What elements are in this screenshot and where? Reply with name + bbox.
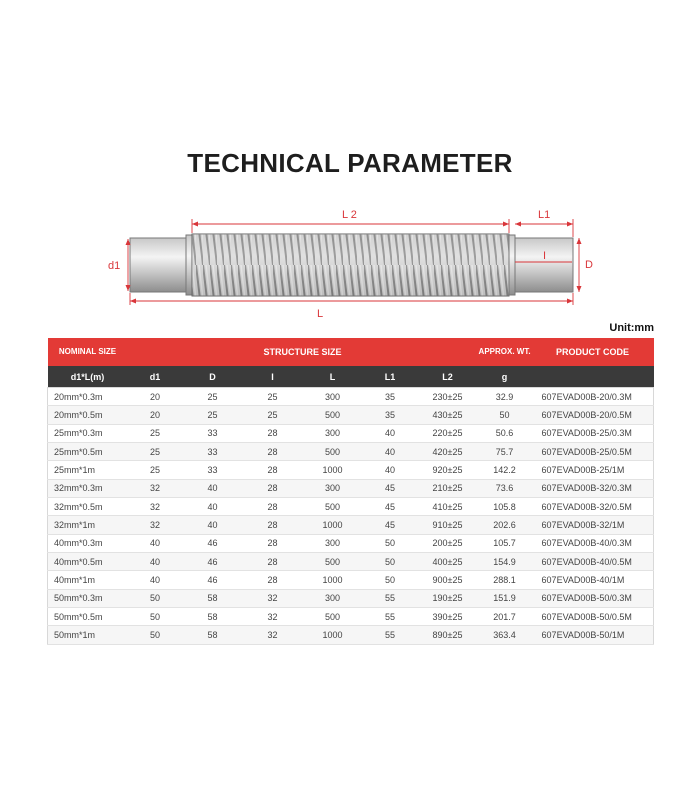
table-row — [48, 388, 654, 406]
table-cell: 300 — [303, 479, 363, 497]
table-cell: 75.7 — [478, 443, 532, 461]
table-cell: 28 — [243, 461, 303, 479]
header-nominal-size: NOMINAL SIZE — [48, 338, 128, 366]
table-cell: 25 — [183, 406, 243, 424]
table-cell: 40 — [363, 424, 418, 442]
table-cell: 32 — [128, 479, 183, 497]
table-cell: 220±25 — [418, 424, 478, 442]
table-cell: 28 — [243, 516, 303, 534]
table-cell: 500 — [303, 553, 363, 571]
table-cell: 32mm*0.3m — [48, 479, 128, 497]
table-cell: 190±25 — [418, 589, 478, 607]
table-row — [48, 608, 654, 626]
table-cell: 45 — [363, 479, 418, 497]
table-cell: 32mm*0.5m — [48, 498, 128, 516]
table-cell: 20mm*0.5m — [48, 406, 128, 424]
table-cell: 300 — [303, 424, 363, 442]
table-cell: 50mm*0.5m — [48, 608, 128, 626]
table-cell: 363.4 — [478, 626, 532, 644]
hose-diagram — [0, 205, 700, 325]
table-cell: 1000 — [303, 516, 363, 534]
table-row — [48, 516, 654, 534]
table-cell: 32 — [128, 498, 183, 516]
table-row — [48, 498, 654, 516]
table-cell: 50 — [363, 553, 418, 571]
table-cell: 25mm*0.3m — [48, 424, 128, 442]
table-cell: 300 — [303, 388, 363, 406]
table-cell: 288.1 — [478, 571, 532, 589]
table-cell: 28 — [243, 424, 303, 442]
table-cell: 607EVAD00B-20/0.3M — [532, 388, 654, 406]
label-d1: d1 — [108, 260, 121, 272]
table-cell: 607EVAD00B-40/0.3M — [532, 534, 654, 552]
subheader-cell — [532, 366, 654, 388]
table-cell: 20 — [128, 406, 183, 424]
table-cell: 25 — [128, 461, 183, 479]
table-cell: 58 — [183, 589, 243, 607]
left-fitting — [130, 238, 188, 292]
table-cell: 28 — [243, 498, 303, 516]
table-cell: 607EVAD00B-40/1M — [532, 571, 654, 589]
table-cell: 20mm*0.3m — [48, 388, 128, 406]
table-cell: 55 — [363, 608, 418, 626]
table-row — [48, 461, 654, 479]
table-cell: 28 — [243, 443, 303, 461]
table-cell: 50 — [128, 608, 183, 626]
table-cell: 25mm*1m — [48, 461, 128, 479]
label-I: I — [543, 250, 547, 262]
table-cell: 50 — [128, 626, 183, 644]
page-title: TECHNICAL PARAMETER — [187, 148, 513, 178]
table-cell: 35 — [363, 388, 418, 406]
table-cell: 202.6 — [478, 516, 532, 534]
table-cell: 300 — [303, 534, 363, 552]
table-cell: 33 — [183, 443, 243, 461]
table-cell: 200±25 — [418, 534, 478, 552]
table-row — [48, 571, 654, 589]
table-cell: 151.9 — [478, 589, 532, 607]
table-cell: 607EVAD00B-25/0.5M — [532, 443, 654, 461]
table-cell: 300 — [303, 589, 363, 607]
subheader-cell: I — [243, 366, 303, 388]
table-cell: 607EVAD00B-50/0.3M — [532, 589, 654, 607]
table-cell: 25 — [243, 406, 303, 424]
table-cell: 50.6 — [478, 424, 532, 442]
subheader-cell: d1 — [128, 366, 183, 388]
table-cell: 40 — [128, 534, 183, 552]
table-cell: 55 — [363, 626, 418, 644]
table-cell: 25 — [243, 388, 303, 406]
label-L1: L1 — [538, 209, 551, 221]
table-cell: 35 — [363, 406, 418, 424]
table-cell: 46 — [183, 553, 243, 571]
table-cell: 900±25 — [418, 571, 478, 589]
table-cell: 28 — [243, 553, 303, 571]
table-cell: 142.2 — [478, 461, 532, 479]
table-row — [48, 589, 654, 607]
table-cell: 28 — [243, 534, 303, 552]
table-cell: 607EVAD00B-32/1M — [532, 516, 654, 534]
table-cell: 607EVAD00B-25/0.3M — [532, 424, 654, 442]
table-cell: 28 — [243, 571, 303, 589]
table-cell: 25mm*0.5m — [48, 443, 128, 461]
header-structure-size: STRUCTURE SIZE — [128, 338, 478, 366]
table-cell: 210±25 — [418, 479, 478, 497]
header-product-code: PRODUCT CODE — [532, 338, 654, 366]
table-row — [48, 534, 654, 552]
table-cell: 20 — [128, 388, 183, 406]
table-row — [48, 406, 654, 424]
label-D: D — [585, 259, 593, 271]
table-cell: 45 — [363, 498, 418, 516]
table-cell: 25 — [128, 424, 183, 442]
table-cell: 55 — [363, 589, 418, 607]
subheader-cell: L — [303, 366, 363, 388]
table-cell: 32 — [243, 608, 303, 626]
table-cell: 105.8 — [478, 498, 532, 516]
table-cell: 32 — [243, 626, 303, 644]
table-cell: 50 — [363, 571, 418, 589]
right-fitting — [515, 238, 573, 292]
subheader-cell: d1*L(m) — [48, 366, 128, 388]
table-cell: 25 — [128, 443, 183, 461]
table-cell: 390±25 — [418, 608, 478, 626]
unit-label: Unit:mm — [609, 322, 654, 334]
table-cell: 50mm*1m — [48, 626, 128, 644]
parameter-table — [47, 338, 654, 645]
table-cell: 40mm*1m — [48, 571, 128, 589]
table-cell: 28 — [243, 479, 303, 497]
table-cell: 607EVAD00B-25/1M — [532, 461, 654, 479]
table-cell: 607EVAD00B-50/0.5M — [532, 608, 654, 626]
table-cell: 40 — [183, 498, 243, 516]
table-cell: 40 — [128, 571, 183, 589]
table-cell: 40 — [363, 461, 418, 479]
label-L: L — [317, 308, 324, 320]
table-cell: 46 — [183, 534, 243, 552]
table-cell: 50 — [128, 589, 183, 607]
table-cell: 40 — [128, 553, 183, 571]
table-cell: 32mm*1m — [48, 516, 128, 534]
table-cell: 607EVAD00B-32/0.3M — [532, 479, 654, 497]
table-cell: 607EVAD00B-40/0.5M — [532, 553, 654, 571]
table-row — [48, 479, 654, 497]
table-cell: 607EVAD00B-20/0.5M — [532, 406, 654, 424]
table-cell: 40mm*0.5m — [48, 553, 128, 571]
table-cell: 410±25 — [418, 498, 478, 516]
table-cell: 33 — [183, 461, 243, 479]
table-cell: 40 — [363, 443, 418, 461]
subheader-cell: L2 — [418, 366, 478, 388]
table-cell: 920±25 — [418, 461, 478, 479]
table-cell: 420±25 — [418, 443, 478, 461]
table-cell: 607EVAD00B-32/0.5M — [532, 498, 654, 516]
table-cell: 400±25 — [418, 553, 478, 571]
table-cell: 58 — [183, 608, 243, 626]
table-cell: 45 — [363, 516, 418, 534]
table-cell: 910±25 — [418, 516, 478, 534]
table-cell: 50 — [478, 406, 532, 424]
table-cell: 40 — [183, 479, 243, 497]
label-L2: L 2 — [342, 209, 357, 221]
table-cell: 73.6 — [478, 479, 532, 497]
table-cell: 105.7 — [478, 534, 532, 552]
table-cell: 32 — [243, 589, 303, 607]
table-cell: 58 — [183, 626, 243, 644]
table-row — [48, 443, 654, 461]
table-cell: 40mm*0.3m — [48, 534, 128, 552]
subheader-cell: L1 — [363, 366, 418, 388]
table-cell: 1000 — [303, 461, 363, 479]
table-cell: 50 — [363, 534, 418, 552]
table-cell: 1000 — [303, 626, 363, 644]
table-cell: 500 — [303, 608, 363, 626]
table-cell: 40 — [183, 516, 243, 534]
table-cell: 46 — [183, 571, 243, 589]
table-cell: 32 — [128, 516, 183, 534]
table-row — [48, 626, 654, 644]
table-cell: 201.7 — [478, 608, 532, 626]
table-cell: 25 — [183, 388, 243, 406]
table-cell: 607EVAD00B-50/1M — [532, 626, 654, 644]
table-cell: 500 — [303, 406, 363, 424]
table-cell: 32.9 — [478, 388, 532, 406]
table-row — [48, 424, 654, 442]
table-cell: 430±25 — [418, 406, 478, 424]
table-cell: 230±25 — [418, 388, 478, 406]
table-cell: 500 — [303, 498, 363, 516]
table-cell: 50mm*0.3m — [48, 589, 128, 607]
table-cell: 890±25 — [418, 626, 478, 644]
table-cell: 1000 — [303, 571, 363, 589]
header-approx-weight: APPROX. WT. — [478, 338, 532, 366]
table-cell: 500 — [303, 443, 363, 461]
subheader-cell: D — [183, 366, 243, 388]
table-row — [48, 553, 654, 571]
subheader-cell: g — [478, 366, 532, 388]
table-cell: 33 — [183, 424, 243, 442]
table-cell: 154.9 — [478, 553, 532, 571]
